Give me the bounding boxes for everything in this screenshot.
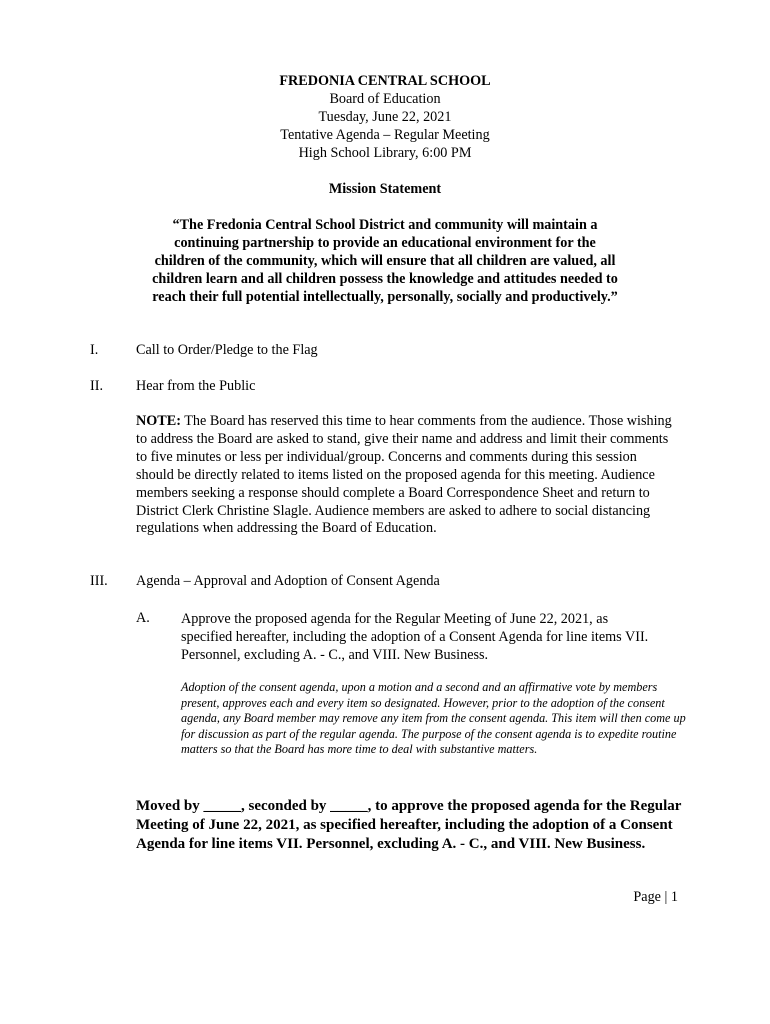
motion-text: Moved by _____, seconded by _____, to approve the proposed agenda for the Regular Meeting of June 22, 2021, as specified hereafter, including the adoption of a Consent Agenda for line items VII. Personnel, excluding A. - C., and VIII. New Business. — [136, 798, 682, 852]
mission-title: Mission Statement — [328, 181, 442, 197]
agenda-item-text: Call to Order/Pledge to the Flag — [136, 342, 318, 358]
subitem-text: Approve the proposed agenda for the Regular Meeting of June 22, 2021, as specified hereafter, including the adoption of a Consent Agenda for line items VII. Personnel, excluding A. - C., and VIII. New Business. — [181, 611, 649, 663]
public-comment-note — [136, 413, 676, 538]
agenda-item-number: II. — [90, 378, 103, 394]
agenda-item-number: I. — [90, 342, 99, 358]
agenda-item-text: Agenda – Approval and Adoption of Consent Agenda — [136, 573, 440, 589]
agenda-item-number: III. — [90, 573, 108, 589]
mission-statement: “The Fredonia Central School District and community will maintain a continuing partnership to provide an educational environment for the children of the community, which will ensure that all children are valued, all children learn and all children possess the knowledge and attitudes needed to reach their full potential intellectually, personally, socially and productively.” — [152, 217, 618, 305]
meeting-date: Tuesday, June 22, 2021 — [318, 109, 452, 125]
note-text: The Board has reserved this time to hear comments from the audience. Those wishing to address the Board are asked to stand, give their name and address and limit their comments to five minutes or less per individual/group. Concerns and comments during this session should be directly related to items listed on the proposed agenda for this meeting. Audience members seeking a response should complete a Board Correspondence Sheet and return to District Clerk Christine Slagle. Audience members are asked to adhere to social distancing regulations when addressing the Board of Education. — [136, 413, 672, 537]
agenda-item-text: Hear from the Public — [136, 378, 256, 394]
page-number: Page | 1 — [633, 889, 678, 905]
school-name: FREDONIA CENTRAL SCHOOL — [279, 73, 491, 89]
consent-agenda-explanation: Adoption of the consent agenda, upon a motion and a second and an affirmative vote by members present, approves each and every item so designated. However, prior to the adoption of the consent agenda, any Board member may remove any item from the consent agenda. This item will then come up for discussion as part of the regular agenda. The purpose of the consent agenda is to expedite routine matters so that the Board has more time to deal with substantive matters. — [181, 680, 686, 757]
subitem-letter: A. — [136, 610, 150, 626]
note-label: NOTE: — [136, 413, 181, 429]
document-header — [0, 73, 770, 163]
meeting-location: High School Library, 6:00 PM — [298, 145, 472, 161]
board-name: Board of Education — [329, 91, 441, 107]
agenda-type: Tentative Agenda – Regular Meeting — [280, 127, 490, 143]
